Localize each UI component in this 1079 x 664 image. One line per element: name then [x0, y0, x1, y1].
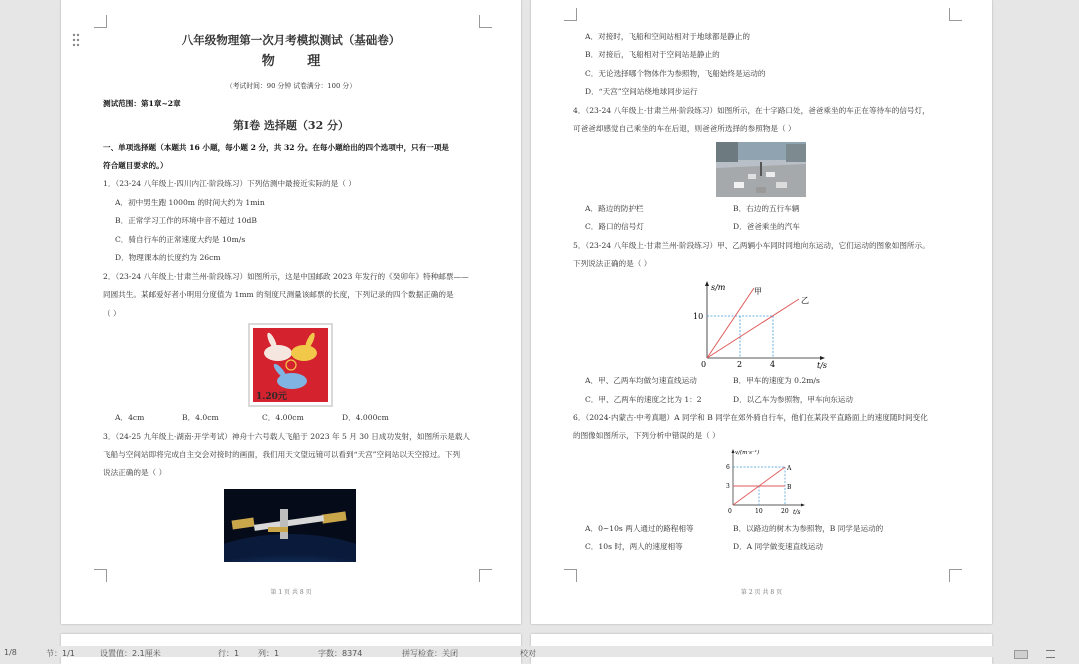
stamp-value-label: 1.20元	[256, 392, 287, 402]
series-a-label: A	[787, 465, 792, 472]
status-page[interactable]: 1/8	[4, 648, 17, 657]
x-axis-label: t/s	[817, 361, 828, 370]
question-1-option-a: A．初中男生跑 1000m 的时间大约为 1min	[115, 198, 265, 207]
origin-label: 0	[701, 360, 707, 369]
question-1-stem: 1．（23-24 八年级上·四川内江·阶段练习）下列估测中最接近实际的是（ ）	[103, 179, 356, 188]
status-position: 设置值：2.1厘米	[100, 649, 161, 658]
series-jia-line	[707, 288, 754, 358]
question-4-option-c: C．路口的信号灯	[585, 222, 644, 231]
y-axis-label: v/(m·s⁻¹)	[735, 450, 760, 456]
margin-corner-mark	[949, 8, 962, 21]
y-tick-10: 10	[693, 312, 704, 321]
question-2-option-d: D．4.000cm	[342, 413, 389, 422]
margin-corner-mark	[479, 15, 492, 28]
series-yi-label: 乙	[801, 296, 809, 305]
margin-corner-mark	[94, 15, 107, 28]
question-2-stem-2: 同圆共生。某邮爱好者小明用分度值为 1mm 的刻度尺测量该邮票的长度，下列记录的四个数据正确的是	[103, 290, 454, 299]
instructions-line-1: 一、单项选择题（本题共 16 小题，每小题 2 分，共 32 分。在每小题给出的四个选项中，只有一项是	[103, 143, 450, 152]
y-axis-label: s/m	[711, 283, 726, 292]
question-3-option-b: B．对接后，飞船相对于空间站是静止的	[585, 50, 720, 59]
space-station-image	[224, 489, 356, 562]
question-1-option-b: B．正常学习工作的环境中音不超过 10dB	[115, 216, 258, 225]
status-spell-check[interactable]: 拼写检查：关闭	[402, 649, 458, 658]
question-1-option-d: D．物理课本的长度约为 26cm	[115, 253, 221, 262]
x-axis-label: t/s	[793, 509, 801, 516]
question-3-stem-3: 说法正确的是（ ）	[103, 468, 167, 477]
status-section: 节：1/1	[46, 649, 75, 658]
question-5-option-c: C．甲、乙两车的速度之比为 1：2	[585, 395, 702, 404]
question-5-option-b: B．甲车的速度为 0.2m/s	[733, 376, 820, 385]
section-title: 第Ⅰ卷 选择题（32 分）	[232, 119, 350, 132]
status-line: 行：1	[218, 649, 240, 658]
document-page-2	[531, 0, 992, 624]
rabbit-stamp-image	[248, 323, 333, 407]
question-3-option-c: C．无论选择哪个物体作为参照物，飞船始终是运动的	[585, 69, 766, 78]
margin-corner-mark	[564, 569, 577, 582]
page-footer: 第 2 页 共 8 页	[740, 589, 783, 596]
subject-title: 物 理	[261, 54, 335, 69]
question-6-option-c: C．10s 时，两人的速度相等	[585, 542, 683, 551]
q5-distance-time-graph	[691, 278, 831, 370]
question-2-option-b: B．4.0cm	[182, 413, 219, 422]
status-bar	[0, 646, 1079, 657]
x-tick-20: 20	[781, 508, 789, 515]
question-5-stem-2: 下列说法正确的是（ ）	[573, 259, 652, 268]
origin-label: 0	[728, 508, 732, 515]
status-proofread[interactable]: 校对	[520, 649, 536, 658]
question-5-option-d: D．以乙车为参照物，甲车向东运动	[733, 395, 853, 404]
exam-info: （考试时间：90 分钟 试卷满分：100 分）	[225, 82, 357, 90]
q6-velocity-time-graph	[719, 445, 809, 517]
question-3-option-d: D．“天宫”空间站绕地球同步运行	[585, 87, 698, 96]
exam-scope: 测试范围：第1章~2章	[103, 99, 181, 108]
series-yi-line	[707, 299, 799, 358]
question-5-option-a: A．甲、乙两车均做匀速直线运动	[585, 376, 697, 385]
question-4-option-b: B．右边的五行车辆	[733, 204, 800, 213]
question-3-option-a: A．对接时，飞船和空间站相对于地球都是静止的	[585, 32, 750, 41]
question-4-option-a: A．路边的防护栏	[585, 204, 644, 213]
margin-corner-mark	[564, 8, 577, 21]
intersection-photo	[716, 142, 806, 197]
margin-corner-mark	[479, 569, 492, 582]
x-tick-4: 4	[770, 360, 776, 369]
status-column: 列：1	[258, 649, 280, 658]
question-2-option-c: C．4.00cm	[262, 413, 304, 422]
series-jia-label: 甲	[754, 287, 762, 296]
margin-corner-mark	[949, 569, 962, 582]
question-6-option-a: A．0~10s 两人通过的路程相等	[585, 524, 694, 533]
y-tick-6: 6	[726, 464, 730, 471]
x-axis-arrow	[801, 504, 805, 507]
question-2-stem-1: 2．（23-24 八年级上·甘肃兰州·阶段练习）如图所示，这是中国邮政 2023 年发行的《癸卯年》特种邮票——	[103, 272, 469, 281]
status-word-count[interactable]: 字数：8374	[318, 649, 363, 658]
question-1-option-c: C．骑自行车的正常速度大约是 10m/s	[115, 235, 246, 244]
question-4-option-d: D．爸爸乘坐的汽车	[733, 222, 800, 231]
question-4-stem-1: 4．（23-24 八年级上·甘肃兰州·阶段练习）如图所示，在十字路口处，爸爸乘坐的车正在等待车的信号灯，	[573, 106, 930, 115]
exam-title: 八年级物理第一次月考模拟测试（基础卷）	[181, 33, 401, 47]
question-3-stem-2: 飞船与空间站即将完成自主交会对接时的画面，我们用天文望远镜可以看到“天宫”空间站以天空掠过。下列	[103, 450, 461, 459]
x-tick-10: 10	[755, 508, 763, 515]
page-footer: 第 1 页 共 8 页	[270, 589, 312, 596]
margin-corner-mark	[94, 569, 107, 582]
y-tick-3: 3	[726, 483, 730, 490]
drag-handle-icon[interactable]	[72, 32, 80, 46]
question-6-stem-2: 的图像如图所示，下列分析中错误的是（ ）	[573, 431, 720, 440]
question-5-stem-1: 5．（23-24 八年级上·甘肃兰州·阶段练习）甲、乙两辆小车同时同地向东运动，它们运动的图象如图所示。	[573, 241, 930, 250]
instructions-line-2: 符合题目要求的。）	[103, 161, 168, 170]
x-axis-arrow	[820, 356, 825, 360]
question-6-stem-1: 6．（2024·内蒙古·中考真题）A 同学和 B 同学在郊外骑自行车，他们在某段平直路面上的速度随时间变化	[573, 413, 928, 422]
question-4-stem-2: 可爸爸却感觉自己乘坐的车在后退，则爸爸所选择的参照物是（ ）	[573, 124, 796, 133]
question-6-option-d: D．A 同学做变速直线运动	[733, 542, 823, 551]
question-3-stem-1: 3．（24-25 九年级上·湖南·开学考试）神舟十六号载人飞船于 2023 年 5 月 30 日成功发射，如图所示是载人	[103, 432, 471, 441]
question-6-option-b: B．以路边的树木为参照物，B 同学是运动的	[733, 524, 884, 533]
question-2-option-a: A．4cm	[115, 413, 145, 422]
x-tick-2: 2	[737, 360, 743, 369]
document-page-1	[61, 0, 521, 624]
page-view-icon[interactable]	[1014, 650, 1028, 659]
question-2-stem-3: （ ）	[103, 309, 121, 318]
series-b-label: B	[787, 484, 792, 491]
y-axis-arrow	[705, 281, 709, 286]
